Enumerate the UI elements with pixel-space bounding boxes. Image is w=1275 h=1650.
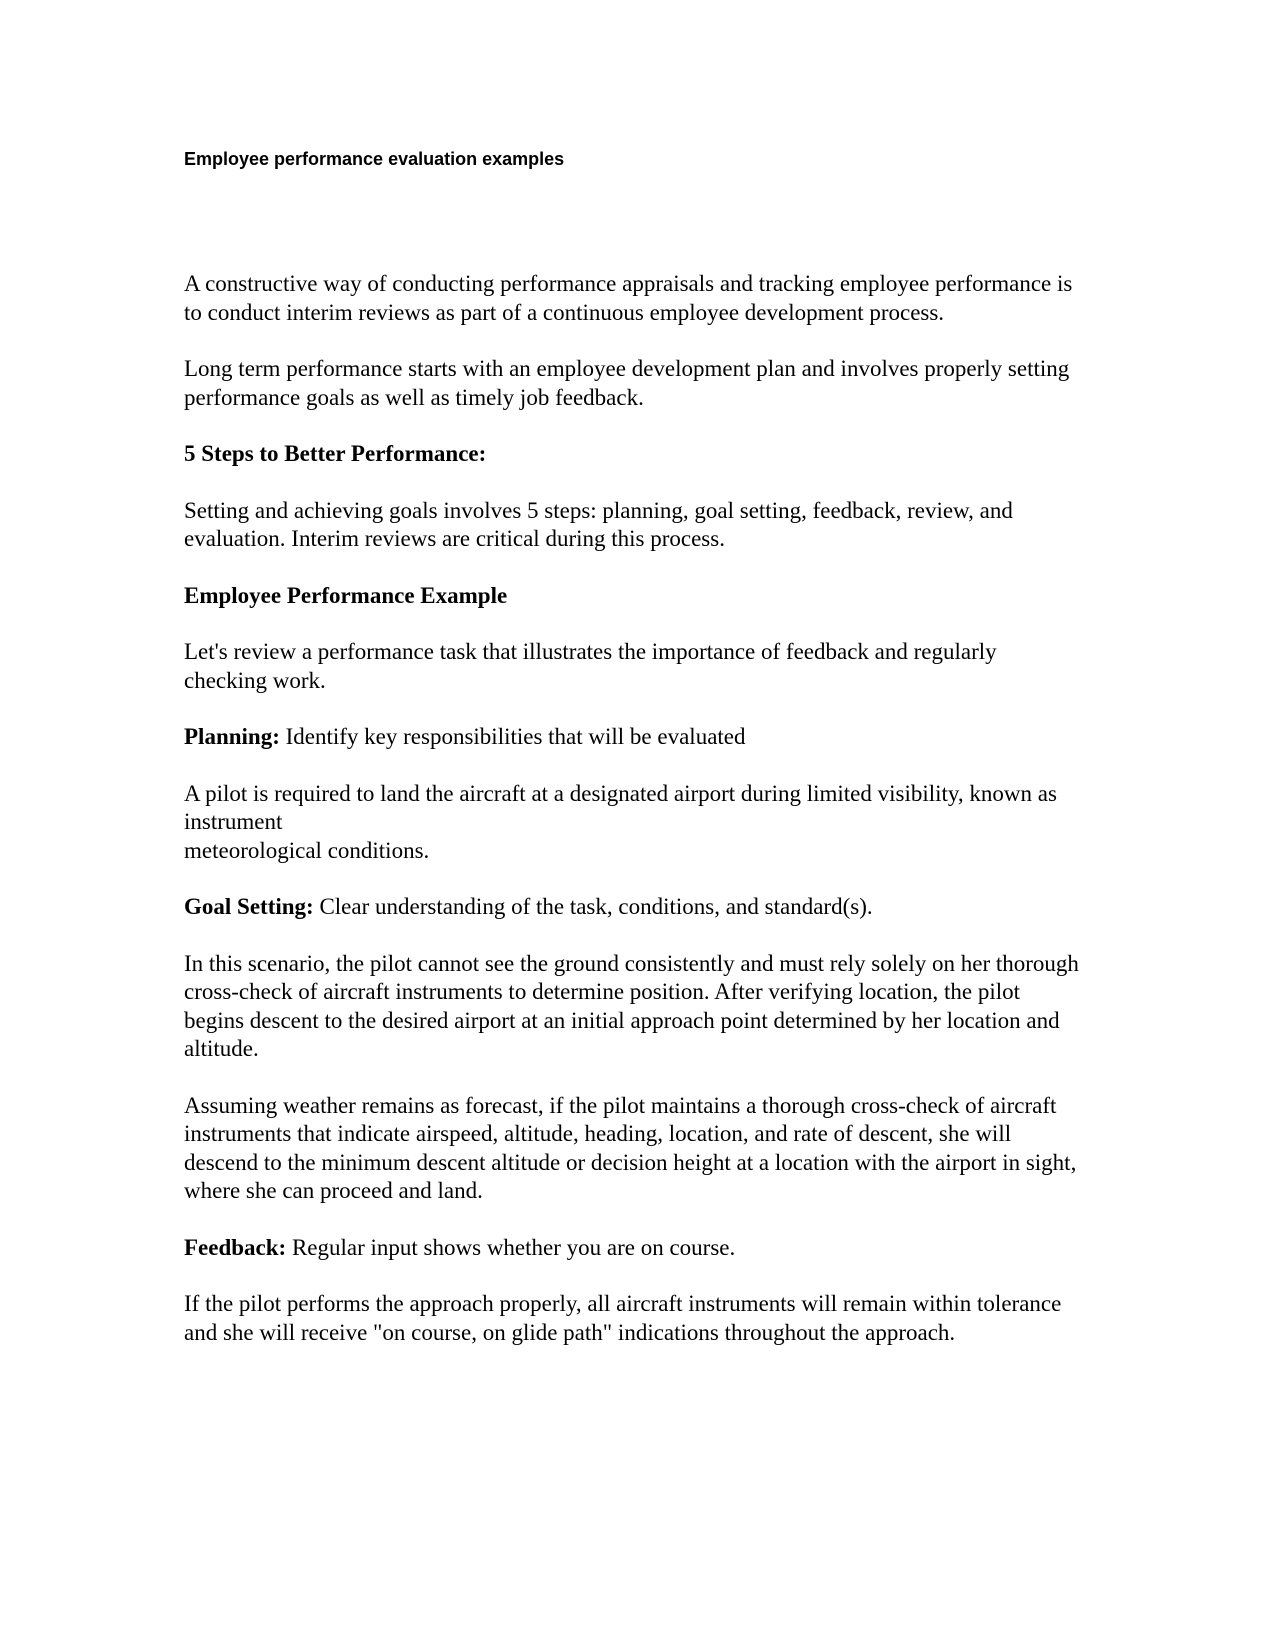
steps-heading: 5 Steps to Better Performance: — [184, 441, 487, 466]
example-paragraph: Let's review a performance task that illustrates the importance of feedback and regularly checking work. — [184, 639, 997, 693]
document-title: Employee performance evaluation examples — [184, 149, 565, 169]
intro-paragraph-1: A constructive way of conducting performance appraisals and tracking employee performance is to conduct interim reviews as part of a continuous employee development process. — [184, 271, 1073, 325]
goal-setting-paragraph — [184, 893, 1084, 922]
planning-detail — [184, 780, 1084, 866]
example-heading: Employee Performance Example — [184, 582, 508, 608]
planning-detail-line-1: A pilot is required to land the aircraft at a designated airport during limited visibility, known as instrument — [184, 780, 1057, 834]
planning-paragraph — [184, 723, 1084, 752]
planning-text: Identify key responsibilities that will be evaluated — [279, 724, 746, 749]
feedback-text: Regular input shows whether you are on course. — [286, 1234, 736, 1260]
goal-setting-label: Goal Setting: — [184, 894, 314, 919]
planning-detail-line-2: meteorological conditions. — [184, 837, 430, 863]
steps-paragraph: Setting and achieving goals involves 5 steps: planning, goal setting, feedback, review, and evaluation. Interim reviews are critical during this process. — [184, 497, 1013, 551]
goal-setting-detail-1: In this scenario, the pilot cannot see the ground consistently and must rely solely on her thorough cross-check of aircraft instruments to determine position. After verifying location, the pilot begins descent to the desired airport at an initial approach point determined by her location and altitude. — [184, 950, 1079, 1061]
goal-setting-detail-2: Assuming weather remains as forecast, if the pilot maintains a thorough cross-check of aircraft instruments that indicate airspeed, altitude, heading, location, and rate of descent, she will descend to the minimum descent altitude or decision height at a location with the airport in sight, where she can proceed and land. — [184, 1092, 1077, 1203]
goal-setting-text: Clear understanding of the task, conditions, and standard(s). — [313, 894, 873, 919]
document-page — [184, 148, 1084, 1347]
feedback-paragraph — [184, 1234, 1084, 1263]
feedback-label: Feedback: — [184, 1234, 287, 1260]
feedback-detail: If the pilot performs the approach properly, all aircraft instruments will remain within tolerance and she will receive "on course, on glide path" indications throughout the approach. — [184, 1291, 1062, 1345]
intro-paragraph-2: Long term performance starts with an employee development plan and involves properly setting performance goals as well as timely job feedback. — [184, 356, 1070, 410]
planning-label: Planning: — [184, 724, 280, 749]
